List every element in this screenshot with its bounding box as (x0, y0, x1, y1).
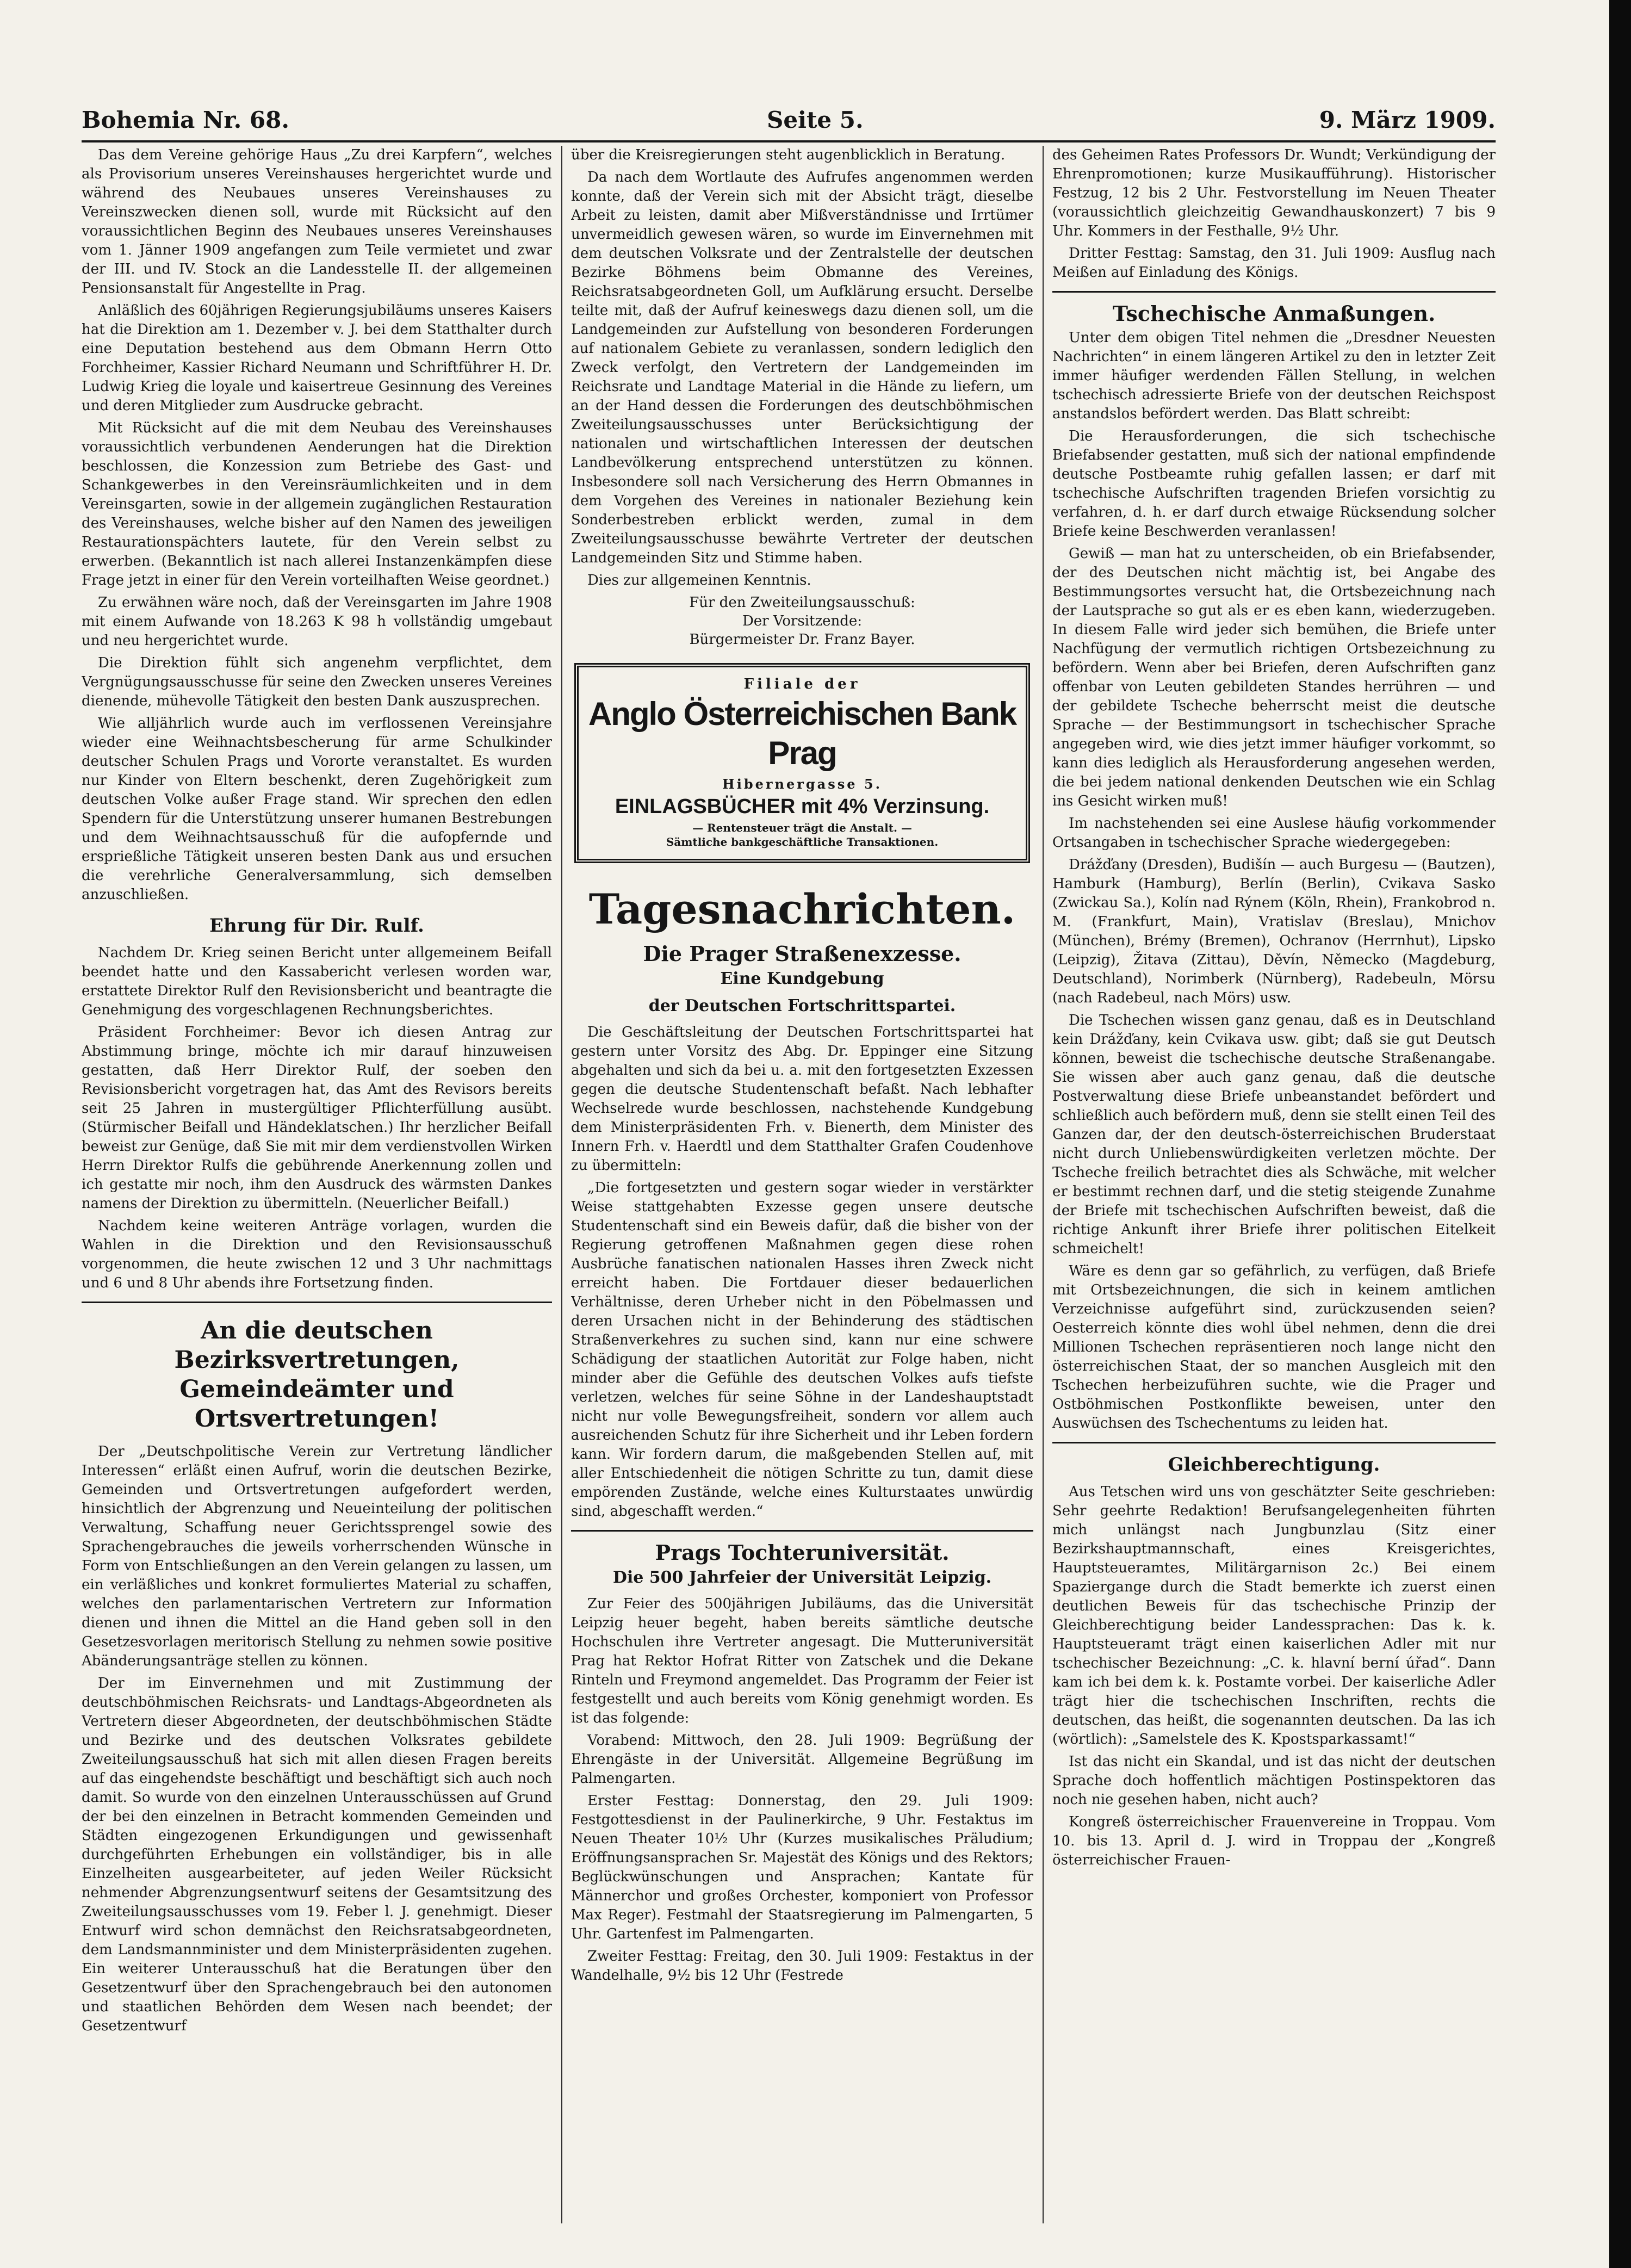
article-headline: Tschechische Anmaßungen. (1112, 301, 1436, 326)
article-paragraph: Dritter Festtag: Samstag, den 31. Juli 1909: Ausflug nach Meißen auf Einladung des Königs. (1052, 245, 1496, 281)
article-paragraph: Erster Festtag: Donnerstag, den 29. Juli 1909: Festgottesdienst in der Paulinerkirche, 9 Uhr. Festaktus im Neuen Theater 10½ Uhr (Kurzes musikalisches Präludium; Eröffnungsansprachen Sr. Majestät des Königs und des Rektors; Beglückwünschungen und Ansprachen; Kantate für Männerchor und großes Orchester, komponiert von Professor Max Reger). Festmahl der Staatsregierung im Palmengarten, 5 Uhr. Gartenfest im Palmengarten. (571, 1793, 1033, 1942)
column-divider (561, 146, 562, 2223)
header-masthead: Bohemia Nr. 68. (82, 107, 289, 133)
article-paragraph: Zu erwähnen wäre noch, daß der Vereinsgarten im Jahre 1908 mit einem Aufwande von 18.263 K 98 h vollständig umgebaut und neu hergerichtet wurde. (82, 594, 552, 649)
column-3 (1052, 146, 1496, 2223)
article-paragraph: Zweiter Festtag: Freitag, den 30. Juli 1909: Festaktus in der Wandelhalle, 9½ bis 12 Uhr (Festrede (571, 1948, 1033, 1984)
column-1 (82, 146, 552, 2223)
article-paragraph: Aus Tetschen wird uns von geschätzter Seite geschrieben: Sehr geehrte Redaktion! Berufsangelegenheiten führten mich unlängst nach Jungbunzlau (Sitz einer Bezirkshauptmannschaft, eines Kreisgerichtes, Hauptsteueramtes, Militärgarnison 2c.) Bei einem Spaziergange durch die Stadt bemerkte ich zuerst einen deutlichen Beweis für das tschechische Prinzip der Gleichberechtigung beider Landessprachen: Das k. k. Hauptsteueramt trägt einen kaiserlichen Adler mit nur tschechischer Bezeichnung: „C. k. hlavní berní úřad“. Dann kam ich bei dem k. k. Postamte vorbei. Der kaiserliche Adler trägt hier die tschechischen Inschriften, rechts die deutschen, das heißt, die sogenannten deutschen. Da las ich (wörtlich): „Samelstele des K. Kpostsparkassamt!“ (1052, 1484, 1496, 1748)
ad-address: Hibernergasse 5. (722, 776, 882, 792)
article-paragraph: Die Tschechen wissen ganz genau, daß es in Deutschland kein Drážďany, kein Cvikava usw. gibt; daß sie gut Deutsch können, beweist die tschechische deutsche Straßenangabe. Sie wissen aber auch ganz genau, daß die deutsche Postverwaltung diese Briefe unbeanstandet befördert und schließlich auch befördern muß, denn sie stellt einen Teil des Ganzen dar, der den deutsch-österreichischen Bruderstaat nicht durch Unliebenswürdigkeiten verletzen möchte. Der Tscheche freilich betrachtet dies als Schwäche, mit welcher er bestimmt rechnen darf, und die stetig steigende Zunahme der Briefe mit tschechischen Aufschriften beweist, daß die richtige Ankunft ihrer Briefe ihrer politischen Eitelkeit schmeichelt! (1052, 1012, 1496, 1257)
column-2 (571, 146, 1033, 2223)
article-paragraph: „Die fortgesetzten und gestern sogar wieder in verstärkter Weise stattgehabten Exzesse gegen unsere deutsche Studentenschaft sind ein Beweis dafür, daß die bisher von der Regierung getroffenen Maßnahmen gegen diese rohen Ausbrüche fanatischen nationalen Hasses ihren Zweck nicht erreicht haben. Die Fortdauer dieser bedauerlichen Verhältnisse, deren Urheber nicht in den Pöbelmassen und deren Ursachen nicht in der Behinderung des städtischen Straßenverkehres zu suchen sind, kann nur eine schwere Schädigung der staatlichen Autorität zur Folge haben, nicht minder aber die Gefühle des deutschen Volkes aufs tiefste verletzen, welches für seine Söhne in der Landeshauptstadt nicht nur volle Bewegungsfreiheit, sondern vor allem auch ausreichenden Schutz für ihre Sicherheit und ihr Leben fordern kann. Wir fordern darum, die maßgebenden Stellen auf, mit aller Entschiedenheit die nötigen Schritte zu tun, damit diese empörenden Zustände, welche eines Kulturstaates unwürdig sind, abgeschafft werden.“ (571, 1180, 1033, 1520)
article-paragraph: Der im Einvernehmen und mit Zustimmung der deutschböhmischen Reichsrats- und Landtags-Abgeordneten als Vertretern dieser Abgeordneten, der deutschböhmischen Städte und Bezirke und des deutschen Volksrates gebildete Zweiteilungsausschuß hat sich mit allen diesen Fragen bereits auf das eingehendste beschäftigt und beschäftigt sich auch noch damit. So wurde von den einzelnen Unterausschüssen auf Grund der bei den einzelnen in Betracht kommenden Gemeinden und Städten eingezogenen Erkundigungen und gewissenhaft durchgeführten Erhebungen ein vollständiger, bis in alle Einzelheiten ausgearbeiteter, auf jeden Weiler Rücksicht nehmender Abgrenzungsentwurf seitens der Gesamtsitzung des Zweiteilungsausschusses vom 19. Feber l. J. genehmigt. Dieser Entwurf wird schon demnächst den Reichsratsabgeordneten, dem Landsmannminister und dem Ministerpräsidenten zugehen. Ein weiterer Unterausschuß hat die Beratungen über den Gesetzentwurf über den Sprachengebrauch bei den autonomen und staatlichen Behörden dem Wesen nach beendet; der Gesetzentwurf (82, 1675, 552, 2034)
header-date: 9. März 1909. (1319, 107, 1496, 133)
signature-line: Für den Zweiteilungsausschuß: (689, 594, 915, 611)
article-paragraph: Nachdem Dr. Krieg seinen Bericht unter allgemeinem Beifall beendet hatte und den Kassabericht verlesen worden war, erstattete Direktor Rulf den Revisionsbericht und beantragte die Genehmigung des vorgeschlagenen Rechnungsberichtes. (82, 945, 552, 1018)
signature-line: Bürgermeister Dr. Franz Bayer. (689, 631, 915, 648)
article-paragraph: des Geheimen Rates Professors Dr. Wundt; Verkündigung der Ehrenpromotionen; kurze Musikaufführung). Historischer Festzug, 12 bis 2 Uhr. Festvorstellung im Neuen Theater (voraussichtlich gleichzeitig Gewandhauskonzert) 7 bis 9 Uhr. Kommers in der Festhalle, 9½ Uhr. (1052, 147, 1496, 239)
article-paragraph: Zur Feier des 500jährigen Jubiläums, das die Universität Leipzig heuer begeht, haben bereits sämtliche deutsche Hochschulen ihre Vertreter angesagt. Die Mutteruniversität Prag hat Rektor Hofrat Ritter von Zatschek und die Dekane Rinteln und Freymond angemeldet. Das Programm der Feier ist festgestellt und auch bereits vom König genehmigt worden. Es ist das folgende: (571, 1596, 1033, 1726)
article-paragraph: Vorabend: Mittwoch, den 28. Juli 1909: Begrüßung der Ehrengäste in der Universität. Allgemeine Begrüßung im Palmengarten. (571, 1732, 1033, 1787)
section-rule (571, 1530, 1033, 1532)
article-paragraph: Die Herausforderungen, die sich tschechische Briefabsender gestatten, muß sich der national empfindende deutsche Postbeamte ruhig gefallen lassen; er darf mit tschechische Aufschriften tragenden Briefen vorsichtig zu verfahren, d. h. er darf durch etwaige Rücksendung solcher Briefe keine Beschwerden veranlassen! (1052, 428, 1496, 540)
article-paragraph: Präsident Forchheimer: Bevor ich diesen Antrag zur Abstimmung bringe, möchte ich mir darauf hinzuweisen gestatten, daß Herr Direktor Rulf, der soeben den Revisionsbericht vorgetragen hat, das Amt des Revisors bereits seit 25 Jahren in mustergültiger Pflichterfüllung ausübt. (Stürmischer Beifall und Händeklatschen.) Ihr herzlicher Beifall beweist zur Genüge, daß Sie mit mir dem verdienstvollen Wirken Herrn Direktor Rulfs die gebührende Anerkennung zollen und ich gestatte mir noch, ihm den Ausdruck des wärmsten Dankes namens der Direktion zu übermitteln. (Neuerlicher Beifall.) (82, 1024, 552, 1212)
article-paragraph: Wäre es denn gar so gefährlich, zu verfügen, daß Briefe mit Ortsbezeichnungen, die sich in keinem amtlichen Verzeichnisse aufgeführt sind, zurückzusenden seien? Oesterreich könnte dies wohl übel nehmen, denn die drei Millionen Tschechen repräsentieren noch lange nicht den österreichischen Staat, der so manchen Ausgleich mit den Tschechen herbeizuführen suchte, wie die Prager und Ostböhmischen Postkonflikte beweisen, unter den Auswüchsen des Tschechentums zu leiden hat. (1052, 1263, 1496, 1432)
article-paragraph: Gewiß — man hat zu unterscheiden, ob ein Briefabsender, der des Deutschen nicht mächtig ist, bei Angabe des Bestimmungsortes versucht hat, die Ortsbezeichnung nach der Lautsprache so gut als er es eben kann, wiederzugeben. In diesem Falle wird jeder sich bemühen, die Briefe unter Nachfügung der vermutlich richtigen Ortsbezeichnung zu befördern. Wenn aber bei Briefen, deren Aufschriften ganz offenbar von Leuten gebildeten Standes herrühren — und der gebildete Tscheche beherrscht meist die deutsche Sprache — der Bestimmungsort in tschechischer Sprache angegeben wird, wie dies jetzt immer häufiger vorkommt, so kann dies lediglich als Herausforderung angesehen werden, die bei jedem national denkenden Deutschen wie ein Schlag ins Gesicht wirken muß! (1052, 546, 1496, 809)
article-subheadline: Die 500 Jahrfeier der Universität Leipzig. (612, 1568, 992, 1587)
article-subheadline: der Deutschen Fortschrittspartei. (648, 996, 956, 1015)
article-paragraph: Dies zur allgemeinen Kenntnis. (587, 572, 811, 588)
section-title: Tagesnachrichten. (588, 885, 1016, 933)
article-paragraph: Da nach dem Wortlaute des Aufrufes angenommen werden konnte, daß der Verein sich mit der Absicht trägt, dieselbe Arbeit zu leisten, damit aber Mißverständnisse und Irrtümer unvermeidlich gewesen wären, so wurde im Einvernehmen mit dem deutschen Volksrate und der Zentralstelle der deutschen Bezirke Böhmens beim Obmanne des Vereines, Reichsratsabgeordneten Goll, um Aufklärung ersucht. Derselbe teilte mit, daß der Aufruf keineswegs dazu dienen soll, um die Landgemeinden zur Aufstellung von besonderen Forderungen auf nationalem Gebiete zu veranlassen, sondern lediglich den Zweck verfolgt, den Vertretern der Landgemeinden im Reichsrate und Landtage Material in die Hände zu liefern, um an der Hand dessen die Forderungen des deutschböhmischen Zweiteilungsausschusses unter Berücksichtigung der nationalen und wirtschaftlichen Interessen der deutschen Landbevölkerung entsprechend unterstützen zu können. Insbesondere soll nach Versicherung des Herrn Obmannes in dem Vorgehen des Vereines in nationaler Beziehung kein Sonderbestreben erblickt werden, zumal in dem Zweiteilungsausschusse bewährte Vertreter der deutschen Landgemeinden Sitz und Stimme haben. (571, 169, 1033, 566)
section-heading: Gleichberechtigung. (1168, 1454, 1380, 1476)
article-paragraph: Nachdem keine weiteren Anträge vorlagen, wurden die Wahlen in die Direktion und den Revisionsausschuß vorgenommen, die heute zwischen 12 und 3 Uhr nachmittags und 6 und 8 Uhr abends ihre Fortsetzung finden. (82, 1218, 552, 1291)
article-paragraph: Kongreß österreichischer Frauenvereine in Troppau. Vom 10. bis 13. April d. J. wird in Troppau der „Kongreß österreichischer Frauen- (1052, 1814, 1496, 1868)
article-paragraph: über die Kreisregierungen steht augenblicklich in Beratung. (571, 147, 1006, 163)
article-paragraph: Das dem Vereine gehörige Haus „Zu drei Karpfern“, welches als Provisorium unseres Vereinshauses hergerichtet wurde und während des Neubaues unseres Vereinshauses zu Vereinszwecken dienen soll, wurde mit Rücksicht auf den voraussichtlichen Beginn des Neubaues unseres Vereinshauses vom 1. Jänner 1909 angefangen zum Teile vermietet und zwar der III. und IV. Stock an die Landesstelle II. der allgemeinen Pensionsanstalt für Angestellte in Prag. (82, 147, 552, 296)
section-rule (1052, 1442, 1496, 1443)
article-paragraph: Drážďany (Dresden), Budišín — auch Burgesu — (Bautzen), Hamburk (Hamburg), Berlín (Berlin), Cvikava Sasko (Zwickau Sa.), Kolín nad Rýnem (Köln, Rhein), Frankobrod n. M. (Frankfurt, Main), Vratislav (Breslau), Mnichov (München), Brémy (Bremen), Ochranov (Herrnhut), Lipsko (Leipzig), Žitava (Zittau), Děvín, Německo (Magdeburg, Deutschland), Norimberk (Nürnberg), Radebeuln, Mörsu (nach Radebeul, nach Mörs) usw. (1052, 857, 1496, 1006)
ad-note: — Rentensteuer trägt die Anstalt. — (692, 821, 912, 834)
bank-advertisement (574, 663, 1030, 863)
article-headline: Prags Tochteruniversität. (655, 1540, 950, 1565)
signature-line: Der Vorsitzende: (742, 613, 863, 629)
article-headline: Die Prager Straßenexzesse. (643, 941, 962, 966)
ad-note: Sämtliche bankgeschäftliche Transaktionen. (666, 835, 939, 848)
column-divider (1043, 146, 1044, 2223)
scan-edge (1609, 0, 1631, 2268)
article-paragraph: Wie alljährlich wurde auch im verflossenen Vereinsjahre wieder eine Weihnachtsbescherung für arme Schulkinder deutscher Schulen Prags und Vororte veranstaltet. Es wurden nur Kinder von Eltern beschenkt, deren Zugehörigkeit zum deutschen Volke außer Frage stand. Wir sprechen den edlen Spendern für die Unterstützung unserer humanen Bestrebungen und dem Weihnachtsausschuß für die aufopfernde und ersprießliche Tätigkeit unseren besten Dank aus und ersuchen die verehrliche Generalversammlung, sich demselben anzuschließen. (82, 715, 552, 903)
ad-interest-offer: EINLAGSBÜCHER mit 4% Verzinsung. (615, 795, 990, 818)
section-rule (82, 1302, 552, 1303)
article-paragraph: Die Direktion fühlt sich angenehm verpflichtet, dem Vergnügungsausschusse für seine den Zwecken unseres Vereines dienende, mühevolle Tätigkeit den besten Dank auszusprechen. (82, 655, 552, 709)
article-subheadline: Eine Kundgebung (720, 969, 884, 988)
article-headline: An die deutschen Bezirksvertretungen, Gemeindeämter und Ortsvertretungen! (174, 1317, 460, 1433)
ad-bank-name: Anglo Österreichischen Bank Prag (588, 696, 1016, 771)
article-paragraph: Der „Deutschpolitische Verein zur Vertretung ländlicher Interessen“ erläßt einen Aufruf, worin die deutschen Bezirke, Gemeinden und Ortsvertretungen aufgefordert werden, hinsichtlich der Abgrenzung und Neueinteilung der politischen Verwaltung, Schaffung neuer Gerichtssprengel sowie des Sprachengebrauches die jeweils vorherrschenden Wünsche in Form von Entschließungen an den Verein gelangen zu lassen, um ein verläßliches und konkret formuliertes Material zu schaffen, welches den parlamentarischen Vertretern zur Information dienen und ihnen die Mittel an die Hand geben soll in den Gesetzesvorlagen meritorisch Stellung zu nehmen sowie positive Abänderungsanträge stellen zu können. (82, 1443, 552, 1669)
article-paragraph: Die Geschäftsleitung der Deutschen Fortschrittspartei hat gestern unter Vorsitz des Abg. Dr. Eppinger eine Sitzung abgehalten und sich da bei u. a. mit den fortgesetzten Exzessen gegen die deutsche Studentenschaft befaßt. Nach lebhafter Wechselrede wurde beschlossen, nachstehende Kundgebung dem Ministerpräsidenten Frh. v. Bienerth, dem Minister des Innern Frh. v. Haerdtl und dem Statthalter Grafen Coudenhove zu übermitteln: (571, 1024, 1033, 1174)
article-paragraph: Anläßlich des 60jährigen Regierungsjubiläums unseres Kaisers hat die Direktion am 1. Dezember v. J. bei dem Statthalter durch eine Deputation bestehend aus dem Obmann Herrn Otto Forchheimer, Kassier Richard Neumann und Schriftführer H. Dr. Ludwig Krieg die loyale und kaisertreue Gesinnung des Vereines und deren Mitglieder zum Ausdrucke gebracht. (82, 302, 552, 414)
header-rule (82, 140, 1496, 142)
ad-branch-label: Filiale der (743, 676, 861, 692)
section-heading: Ehrung für Dir. Rulf. (209, 915, 424, 937)
page-header (82, 107, 1496, 145)
article-paragraph: Unter dem obigen Titel nehmen die „Dresdner Neuesten Nachrichten“ in einem längeren Artikel zu den in letzter Zeit immer häufiger werdenden Fällen Stellung, in welchen tschechisch adressierte Briefe von der deutschen Reichspost anstandslos befördert werden. Das Blatt schreibt: (1052, 330, 1496, 422)
article-paragraph: Im nachstehenden sei eine Auslese häufig vorkommender Ortsangaben in tschechischer Sprache wiedergegeben: (1052, 815, 1496, 851)
article-paragraph: Mit Rücksicht auf die mit dem Neubau des Vereinshauses voraussichtlich verbundenen Aenderungen hat die Direktion beschlossen, die Konzession zum Betriebe des Gast- und Schankgewerbes in den Vereinsräumlichkeiten und in dem Vereinsgarten, sowie in der allgemein zugänglichen Restauration des Vereinshauses, welche bisher auf den Namen des jeweiligen Restaurationspächters lautete, für den Verein selbst zu erwerben. (Bekanntlich ist nach allerei Instanzenkämpfen diese Frage jetzt in einer für den Verein vorteilhaften Weise geordnet.) (82, 420, 552, 588)
article-paragraph: Ist das nicht ein Skandal, und ist das nicht der deutschen Sprache doch hoffentlich mächtigen Postinspektoren das noch nie gesehen haben, nicht auch? (1052, 1753, 1496, 1808)
section-rule (1052, 291, 1496, 293)
header-page-number: Seite 5. (767, 107, 864, 133)
